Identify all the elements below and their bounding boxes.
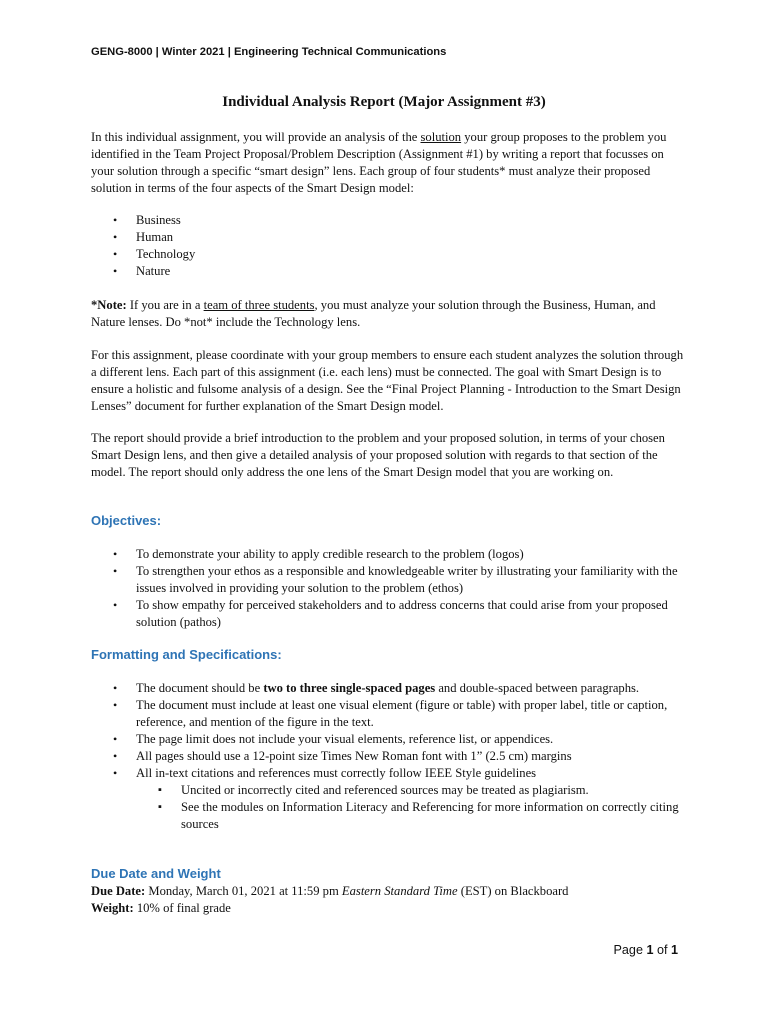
list-item: • All pages should use a 12-point size Times New Roman font with 1” (2.5 cm) margins <box>0 748 696 765</box>
objectives-list <box>0 546 696 631</box>
list-item: • The document should be two to three single-spaced pages and double-spaced between paragraphs. <box>0 680 696 697</box>
page-title: Individual Analysis Report (Major Assignment #3) <box>222 94 546 110</box>
list-item: • All in-text citations and references must correctly follow IEEE Style guidelines <box>0 765 696 782</box>
coordination-paragraph: For this assignment, please coordinate with your group members to ensure each student analyzes the solution through a different lens. Each part of this assignment (i.e. each lens) must be connected. The goal with Smart Design is to ensure a holistic and fulsome analysis of a design. See the “Final Project Planning - Introduction to the Smart Design Lenses” document for further explanation of the Smart Design model. <box>91 348 684 413</box>
intro-paragraph: In this individual assignment, you will provide an analysis of the solution your group proposes to the problem you identified in the Team Project Proposal/Problem Description (Assignment #1) by writing a report that focusses on your solution through a specific “smart design” lens. Each group of four students* must analyze their proposed solution in terms of the four aspects of the Smart Design model: <box>91 130 667 195</box>
list-item: • The document must include at least one visual element (figure or table) with proper label, title or caption, reference, and mention of the figure in the text. <box>0 697 696 731</box>
list-item: • Business <box>0 212 696 229</box>
note-paragraph: *Note: If you are in a team of three students, you must analyze your solution through the Business, Human, and Nature lenses. Do *not* include the Technology lens. <box>91 298 656 329</box>
formatting-list <box>0 680 701 833</box>
formatting-heading: Formatting and Specifications: <box>91 647 282 662</box>
list-item: • Nature <box>0 263 696 280</box>
due-date-line: Due Date: Monday, March 01, 2021 at 11:59 pm Eastern Standard Time (EST) on Blackboard <box>91 884 569 898</box>
due-date-heading: Due Date and Weight <box>91 866 221 881</box>
lens-list <box>0 212 696 280</box>
objectives-heading: Objectives: <box>91 513 162 528</box>
report-paragraph: The report should provide a brief introduction to the problem and your proposed solution, in terms of your chosen Smart Design lens, and then give a detailed analysis of your proposed solution with regards to that section of the model. The report should only address the one lens of the Smart Design model that you are working on. <box>91 431 665 479</box>
sub-list-item: ▪ Uncited or incorrectly cited and referenced sources may be treated as plagiarism. <box>0 782 701 799</box>
page-number: Page 1 of 1 <box>613 943 678 957</box>
sub-list-item: ▪ See the modules on Information Literacy and Referencing for more information on correctly citing sources <box>0 799 701 833</box>
weight-line: Weight: 10% of final grade <box>91 901 231 915</box>
list-item: • To demonstrate your ability to apply credible research to the problem (logos) <box>0 546 696 563</box>
solution-link[interactable]: solution <box>420 130 462 144</box>
list-item: • The page limit does not include your visual elements, reference list, or appendices. <box>0 731 696 748</box>
list-item: • Human <box>0 229 696 246</box>
list-item: • To show empathy for perceived stakeholders and to address concerns that could arise from your proposed solution (pathos) <box>0 597 696 631</box>
list-item: • To strengthen your ethos as a responsible and knowledgeable writer by illustrating your familiarity with the issues involved in providing your solution to the problem (ethos) <box>0 563 696 597</box>
team-of-three-link[interactable]: team of three students <box>203 298 315 312</box>
list-item: • Technology <box>0 246 696 263</box>
page-header: GENG-8000 | Winter 2021 | Engineering Technical Communications <box>91 46 447 58</box>
